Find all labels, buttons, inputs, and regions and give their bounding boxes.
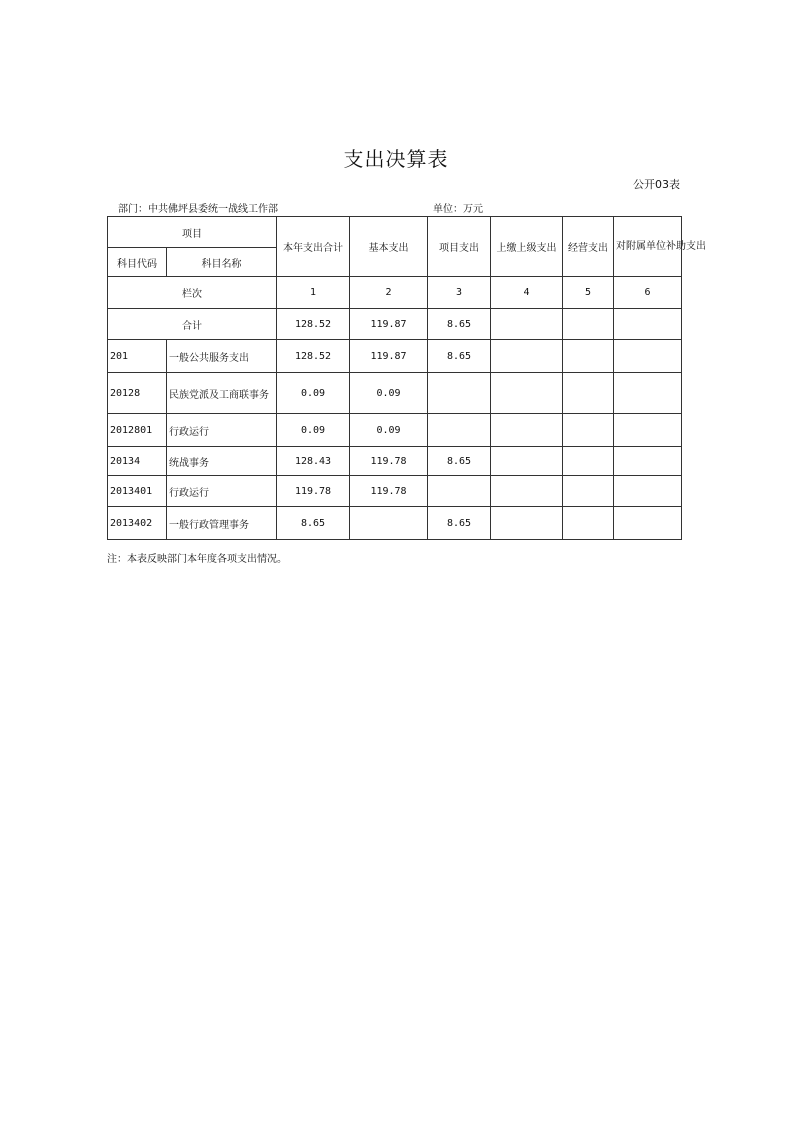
row-name: 统战事务: [167, 447, 277, 476]
form-number: 公开03表: [633, 178, 680, 191]
row-upper: [491, 340, 563, 373]
row-business: [563, 414, 614, 447]
row-business: [563, 373, 614, 414]
sum-business: [563, 309, 614, 340]
row-basic: 119.87: [350, 340, 428, 373]
row-basic: 119.78: [350, 447, 428, 476]
row-total: 0.09: [277, 414, 350, 447]
sum-project: 8.65: [428, 309, 491, 340]
row-subsidy: [614, 447, 682, 476]
row-total: 119.78: [277, 476, 350, 507]
row-basic: [350, 507, 428, 540]
row-total: 128.52: [277, 340, 350, 373]
row-upper: [491, 373, 563, 414]
sum-label: 合计: [108, 309, 277, 340]
row-business: [563, 340, 614, 373]
row-project: 8.65: [428, 340, 491, 373]
row-name: 一般行政管理事务: [167, 507, 277, 540]
col-index-4: 4: [491, 277, 563, 309]
row-name: 行政运行: [167, 414, 277, 447]
sum-total: 128.52: [277, 309, 350, 340]
row-code: 2013402: [108, 507, 167, 540]
row-basic: 0.09: [350, 414, 428, 447]
row-code: 201: [108, 340, 167, 373]
col-index-1: 1: [277, 277, 350, 309]
row-business: [563, 507, 614, 540]
page-title: 支出决算表: [343, 147, 449, 171]
row-project: [428, 373, 491, 414]
row-code: 20134: [108, 447, 167, 476]
footnote: 注：本表反映部门本年度各项支出情况。: [107, 554, 287, 565]
row-subsidy: [614, 340, 682, 373]
header-total: 本年支出合计: [277, 217, 350, 277]
table-row: [108, 340, 682, 373]
header-basic: 基本支出: [350, 217, 428, 277]
header-business: 经营支出: [563, 217, 614, 277]
row-project: [428, 476, 491, 507]
row-total: 0.09: [277, 373, 350, 414]
header-item: 项目: [108, 217, 277, 248]
col-index-label: 栏次: [108, 277, 277, 309]
row-code: 20128: [108, 373, 167, 414]
row-name: 一般公共服务支出: [167, 340, 277, 373]
header-project: 项目支出: [428, 217, 491, 277]
row-project: [428, 414, 491, 447]
row-subsidy: [614, 373, 682, 414]
row-upper: [491, 414, 563, 447]
sum-row: [108, 309, 682, 340]
sum-subsidy: [614, 309, 682, 340]
row-project: 8.65: [428, 447, 491, 476]
sum-basic: 119.87: [350, 309, 428, 340]
row-name: 行政运行: [167, 476, 277, 507]
table-row: [108, 447, 682, 476]
row-subsidy: [614, 507, 682, 540]
row-business: [563, 447, 614, 476]
col-index-5: 5: [563, 277, 614, 309]
table-row: [108, 507, 682, 540]
row-code: 2012801: [108, 414, 167, 447]
row-code: 2013401: [108, 476, 167, 507]
row-business: [563, 476, 614, 507]
unit-label: 单位：万元: [433, 204, 483, 215]
table-row: [108, 414, 682, 447]
row-name: 民族党派及工商联事务: [167, 373, 277, 414]
row-project: 8.65: [428, 507, 491, 540]
department-label: 部门：中共佛坪县委统一战线工作部: [118, 204, 278, 215]
row-upper: [491, 507, 563, 540]
header-upper: 上缴上级支出: [491, 217, 563, 277]
header-code: 科目代码: [108, 248, 167, 277]
row-subsidy: [614, 414, 682, 447]
col-index-6: 6: [614, 277, 682, 309]
row-basic: 0.09: [350, 373, 428, 414]
row-subsidy: [614, 476, 682, 507]
col-index-3: 3: [428, 277, 491, 309]
header-name: 科目名称: [167, 248, 277, 277]
row-upper: [491, 447, 563, 476]
row-basic: 119.78: [350, 476, 428, 507]
sum-upper: [491, 309, 563, 340]
header-subsidy: 对附属单位补助支出: [614, 217, 682, 277]
expenditure-table: [107, 216, 706, 540]
col-index-row: [108, 277, 682, 309]
row-total: 8.65: [277, 507, 350, 540]
row-upper: [491, 476, 563, 507]
table-row: [108, 476, 682, 507]
row-total: 128.43: [277, 447, 350, 476]
col-index-2: 2: [350, 277, 428, 309]
table-row: [108, 373, 682, 414]
